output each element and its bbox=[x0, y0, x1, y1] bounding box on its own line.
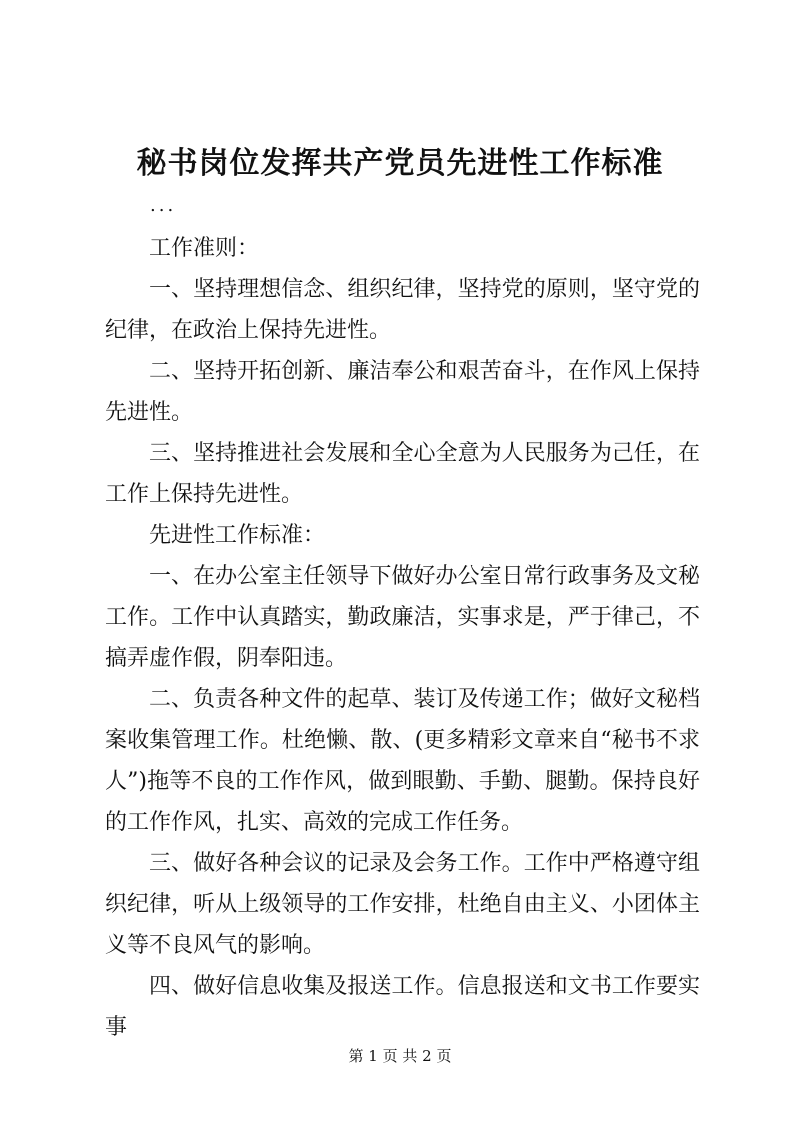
principle-2: 二、坚持开拓创新、廉洁奉公和艰苦奋斗，在作风上保持先进性。 bbox=[105, 359, 700, 425]
page-title: 秘书岗位发挥共产党员先进性工作标准 bbox=[136, 146, 664, 181]
page-footer: 第 1 页 共 2 页 bbox=[348, 1047, 452, 1065]
document-body bbox=[105, 228, 700, 1048]
standard-2: 二、负责各种文件的起草、装订及传递工作；做好文秘档案收集管理工作。杜绝懒、散、(更多精彩文章来自“秘书不求人”)拖等不良的工作作风，做到眼勤、手勤、腿勤。保持良好的工作作风，扎实、高效的完成工作任务。 bbox=[105, 687, 700, 835]
ellipsis-marker: ... bbox=[150, 195, 177, 216]
principle-1: 一、坚持理想信念、组织纪律，坚持党的原则，坚守党的纪律，在政治上保持先进性。 bbox=[105, 277, 700, 343]
section-heading-standards: 先进性工作标准： bbox=[149, 523, 326, 548]
principle-3: 三、坚持推进社会发展和全心全意为人民服务为己任，在工作上保持先进性。 bbox=[105, 441, 700, 507]
section-heading-principles: 工作准则： bbox=[149, 236, 260, 261]
standard-4: 四、做好信息收集及报送工作。信息报送和文书工作要实事 bbox=[105, 974, 700, 1040]
standard-1: 一、在办公室主任领导下做好办公室日常行政事务及文秘工作。工作中认真踏实，勤政廉洁，实事求是，严于律己，不搞弄虚作假，阴奉阳违。 bbox=[105, 564, 700, 671]
standard-3: 三、做好各种会议的记录及会务工作。工作中严格遵守组织纪律，听从上级领导的工作安排，杜绝自由主义、小团体主义等不良风气的影响。 bbox=[105, 851, 700, 958]
